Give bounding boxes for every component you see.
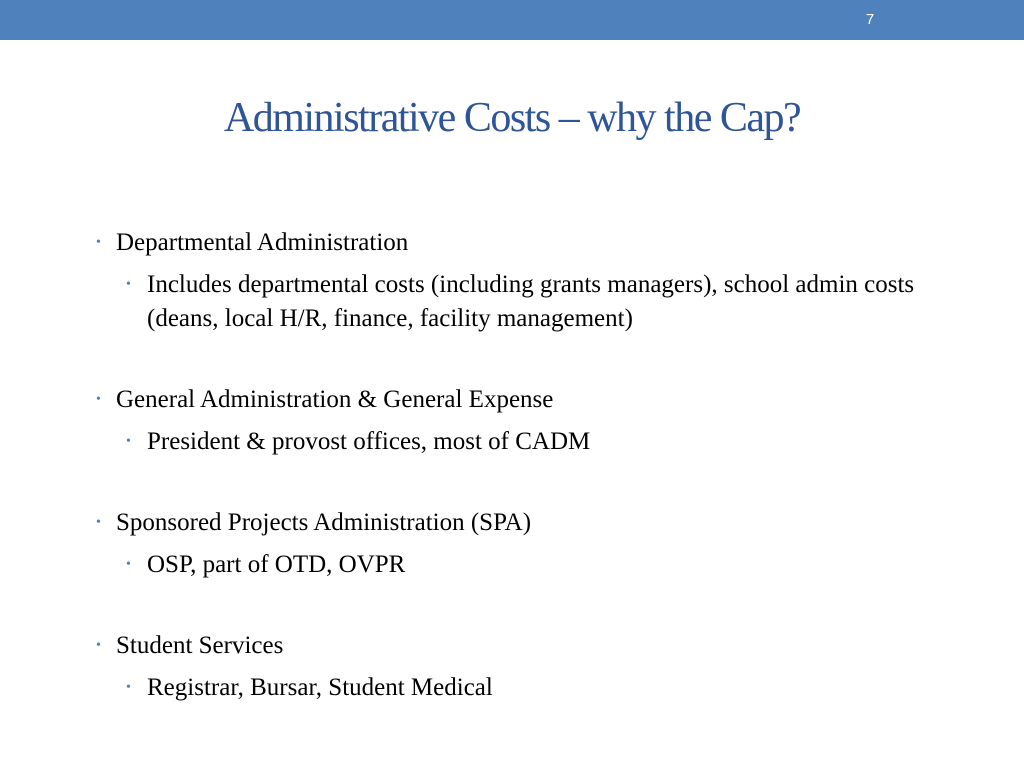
bullet-text: Departmental Administration: [116, 229, 409, 256]
sub-bullet-text: Registrar, Bursar, Student Medical: [147, 674, 493, 701]
sub-bullet-text: Includes departmental costs (including grants managers), school admin costs (deans, local H/R, finance, facility management): [147, 271, 915, 332]
bullet-item: [96, 226, 409, 260]
bullet-text: General Administration & General Expense: [116, 386, 554, 413]
bullet-item: [96, 506, 532, 540]
bullet-text: Student Services: [116, 632, 284, 659]
sub-bullet-item: [126, 671, 977, 705]
bullet-dot-icon: •: [96, 515, 101, 530]
bullet-dot-icon: •: [126, 434, 131, 449]
sub-bullet-item: [126, 268, 977, 336]
bullet-dot-icon: •: [126, 277, 131, 292]
sub-bullet-text: OSP, part of OTD, OVPR: [147, 551, 406, 578]
sub-bullet-item: [126, 548, 977, 582]
bullet-dot-icon: •: [96, 392, 101, 407]
bullet-dot-icon: •: [126, 680, 131, 695]
bullet-dot-icon: •: [126, 557, 131, 572]
sub-bullet-item: [126, 425, 977, 459]
bullet-dot-icon: •: [96, 235, 101, 250]
sub-bullet-text: President & provost offices, most of CADM: [147, 428, 591, 455]
bullet-dot-icon: •: [96, 638, 101, 653]
bullet-item: [96, 629, 284, 663]
bullet-text: Sponsored Projects Administration (SPA): [116, 509, 532, 536]
slide-number: 7: [865, 11, 875, 28]
bullet-item: [96, 383, 554, 417]
slide-title: Administrative Costs – why the Cap?: [223, 95, 801, 141]
